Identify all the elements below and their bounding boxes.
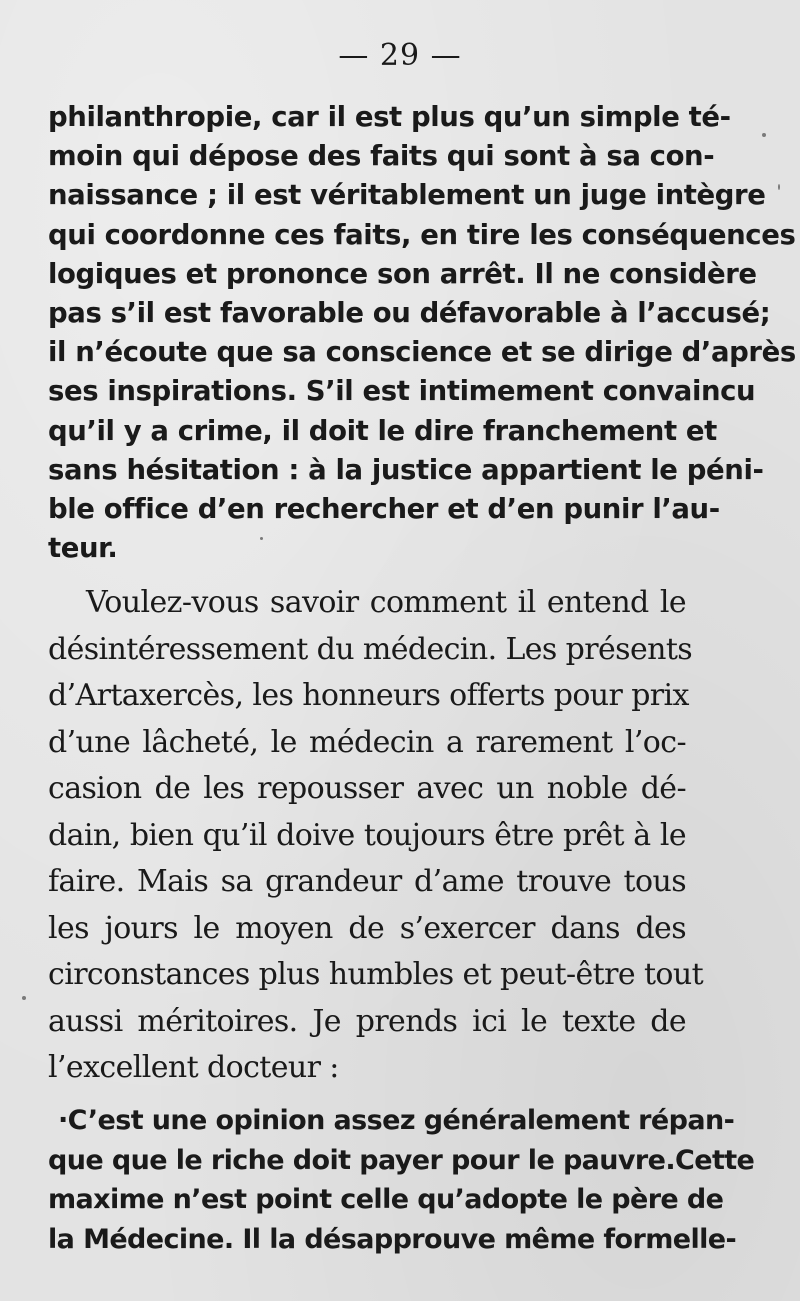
text-line: l’excellent docteur :: [48, 1050, 339, 1085]
text-line: les jours le moyen de s’exercer dans des: [48, 910, 686, 946]
paper-speck: [260, 537, 263, 540]
text-line: philanthropie, car il est plus qu’un simple té-: [48, 101, 731, 133]
text-line: Voulez-vous savoir comment il entend le: [86, 585, 686, 620]
text-line: ·C’est une opinion assez généralement répan-: [58, 1105, 735, 1136]
paper-speck: [762, 133, 766, 137]
text-line: d’Artaxercès, les honneurs offerts pour prix: [48, 678, 689, 713]
text-line: désintéressement du médecin. Les présents: [48, 631, 693, 667]
text-line: ble office d’en rechercher et d’en punir l’au-: [48, 493, 720, 526]
text-line: aussi méritoires. Je prends ici le texte de: [48, 1003, 686, 1039]
page-number: — 29 —: [338, 38, 462, 73]
text-line: casion de les repousser avec un noble dé-: [48, 771, 686, 806]
text-line: teur.: [48, 532, 118, 565]
text-line: logiques et prononce son arrêt. Il ne considère: [48, 257, 757, 290]
paragraph-2: [48, 580, 704, 1092]
text-line: ses inspirations. S’il est intimement convaincu: [48, 375, 756, 408]
text-line: moin qui dépose des faits qui sont à sa con-: [48, 140, 715, 173]
text-line: qui coordonne ces faits, en tire les conséquences: [48, 218, 796, 251]
text-line: d’une lâcheté, le médecin a rarement l’oc-: [48, 724, 686, 760]
text-line: dain, bien qu’il doive toujours être prêt à le: [48, 817, 686, 853]
text-line: sans hésitation : à la justice appartient le péni-: [48, 453, 764, 486]
text-line: pas s’il est favorable ou défavorable à l’accusé;: [48, 297, 771, 330]
paragraph-1: [48, 98, 796, 568]
text-line: maxime n’est point celle qu’adopte le père de: [48, 1184, 724, 1215]
text-line: naissance ; il est véritablement un juge intègre: [48, 179, 766, 212]
quote-paragraph: [48, 1101, 755, 1259]
paper-speck: [22, 996, 26, 1000]
text-line: il n’écoute que sa conscience et se dirige d’après: [48, 336, 796, 369]
text-line: qu’il y a crime, il doit le dire franchement et: [48, 414, 717, 447]
paper-speck: [778, 184, 780, 190]
text-line: la Médecine. Il la désapprouve même formelle-: [48, 1223, 737, 1255]
text-line: que que le riche doit payer pour le pauvre.Cette: [48, 1144, 755, 1176]
text-line: circonstances plus humbles et peut-être tout: [48, 957, 704, 992]
text-line: faire. Mais sa grandeur d’ame trouve tous: [48, 864, 686, 899]
